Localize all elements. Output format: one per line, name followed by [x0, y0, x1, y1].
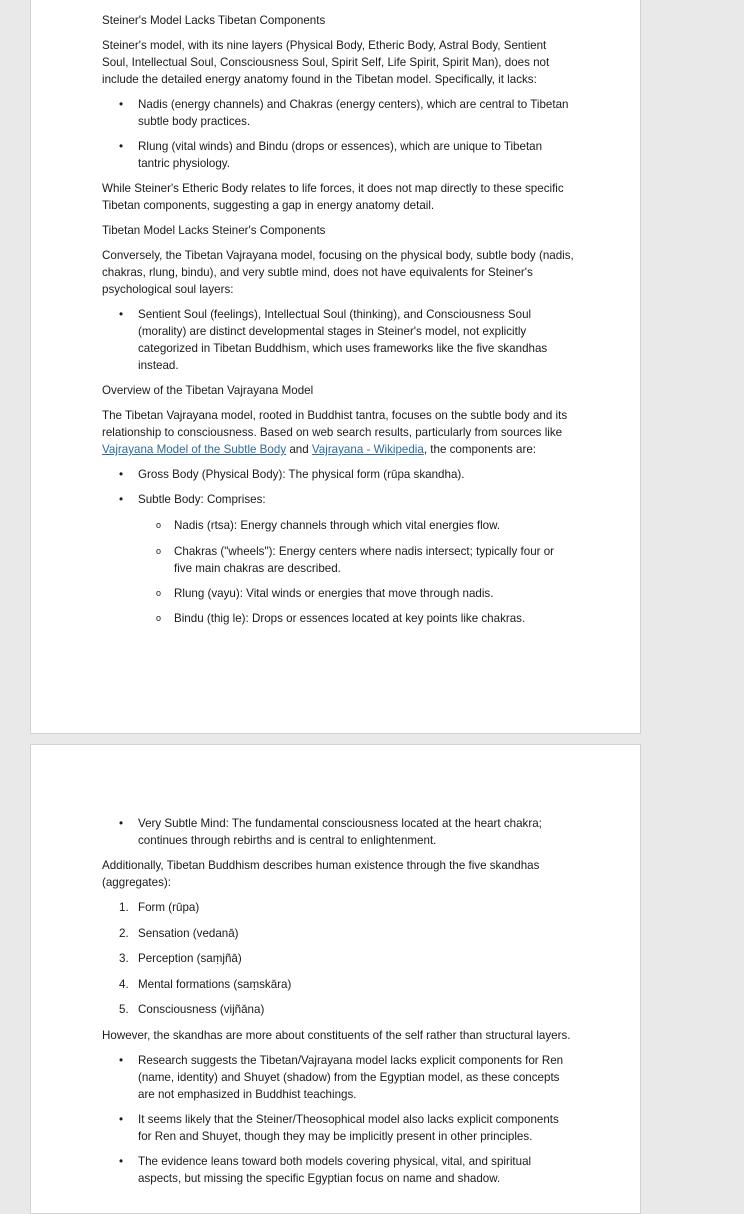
paragraph-vajrayana-overview: The Tibetan Vajrayana model, rooted in Buddhist tantra, focuses on the subtle body and its relationship to consciousness. Based on web search results, particularly from sources like Vajrayana Model of the Subtle Body and Vajrayana - Wikipedia, the components are: — [102, 409, 568, 456]
list-item: • Sentient Soul (feelings), Intellectual Soul (thinking), and Consciousness Soul (morality) are distinct developmental stages in Steiner's model, not explicitly categorized in Tibetan Buddhism, which uses frameworks like the five skandhas instead. — [119, 308, 548, 372]
paragraph-skandhas-note: However, the skandhas are more about constituents of the self rather than structural layers. — [102, 1028, 571, 1042]
list-number: 3. — [119, 952, 129, 965]
bullet-marker: • — [119, 493, 124, 506]
paragraph-five-skandhas: Additionally, Tibetan Buddhism describes human existence through the five skandhas (aggregates): — [102, 859, 540, 889]
bullet-list-very-subtle-mind — [102, 815, 574, 849]
sub-list-item: o Rlung (vayu): Vital winds or energies that move through nadis. — [156, 587, 494, 600]
bullet-marker: • — [119, 468, 124, 481]
list-item: • Gross Body (Physical Body): The physical form (rūpa skandha). — [119, 468, 465, 481]
sub-list-item: o Chakras ("wheels"): Energy centers where nadis intersect; typically four or five main chakras are described. — [156, 545, 555, 575]
numbered-list-skandhas — [102, 899, 574, 1018]
sub-list-item: o Nadis (rtsa): Energy channels through which vital energies flow. — [156, 519, 501, 532]
bullet-marker: • — [119, 308, 124, 321]
bullet-list-research-summary — [102, 1052, 574, 1187]
bullet-marker: • — [119, 1112, 124, 1126]
section-heading-steiner-lacks: Steiner's Model Lacks Tibetan Components — [102, 14, 326, 27]
numbered-item: 2. Sensation (vedanā) — [119, 926, 239, 940]
section-heading-tibetan-lacks: Tibetan Model Lacks Steiner's Components — [102, 224, 326, 237]
section-heading-tibetan-overview: Overview of the Tibetan Vajrayana Model — [102, 384, 314, 397]
list-number: 1. — [119, 901, 129, 914]
list-item: • It seems likely that the Steiner/Theosophical model also lacks explicit components for Ren and Shuyet, though they may be implicitly present in other principles. — [119, 1112, 559, 1143]
paragraph-tibetan-model: Conversely, the Tibetan Vajrayana model, focusing on the physical body, subtle body (nadis, chakras, rlung, bindu), and very subtle mind, does not have equivalents for Steiner's psychological soul layers: — [102, 249, 574, 296]
list-item: • Subtle Body: Comprises: — [119, 493, 266, 506]
numbered-item: 3. Perception (saṃjñā) — [119, 952, 242, 965]
bullet-marker: • — [119, 817, 124, 830]
list-number: 4. — [119, 977, 129, 991]
bullet-marker: • — [119, 1154, 124, 1168]
link-vajrayana-subtle-body[interactable]: Vajrayana Model of the Subtle Body — [102, 443, 287, 456]
list-number: 5. — [119, 1003, 129, 1016]
sub-bullet-marker: o — [156, 546, 162, 556]
link-vajrayana-wikipedia[interactable]: Vajrayana - Wikipedia — [311, 443, 424, 456]
list-item: • Very Subtle Mind: The fundamental consciousness located at the heart chakra; continues through rebirths and is central to enlightenment. — [119, 817, 542, 847]
numbered-item: 4. Mental formations (saṃskāra) — [119, 977, 292, 991]
page-1-content — [102, 12, 574, 627]
sub-bullet-marker: o — [156, 588, 162, 598]
bullet-list-components — [102, 466, 574, 627]
page-2-content — [102, 815, 574, 1187]
bullet-marker: • — [119, 1053, 124, 1067]
sub-bullet-marker: o — [156, 613, 162, 623]
numbered-item: 5. Consciousness (vijñāna) — [119, 1003, 265, 1016]
sub-bullet-marker: o — [156, 520, 162, 530]
bullet-marker: • — [119, 140, 124, 153]
bullet-list-steiner-lacks — [102, 96, 574, 172]
sub-list-item: o Bindu (thig le): Drops or essences located at key points like chakras. — [156, 612, 526, 625]
paragraph-etheric-body: While Steiner's Etheric Body relates to life forces, it does not map directly to these specific Tibetan components, suggesting a gap in energy anatomy detail. — [102, 182, 564, 212]
numbered-item: 1. Form (rūpa) — [119, 901, 200, 914]
list-item: • Nadis (energy channels) and Chakras (energy centers), which are central to Tibetan subtle body practices. — [119, 98, 569, 128]
list-item: • The evidence leans toward both models covering physical, vital, and spiritual aspects, but missing the specific Egyptian focus on name and shadow. — [119, 1154, 532, 1185]
document-page-2 — [30, 744, 641, 1214]
bullet-list-soul-layers — [102, 306, 574, 374]
list-item: • Research suggests the Tibetan/Vajrayana model lacks explicit components for Ren (name, identity) and Shuyet (shadow) from the Egyptian model, as these concepts are not emphasized in Buddhist teachings. — [119, 1053, 564, 1101]
list-item: • Rlung (vital winds) and Bindu (drops or essences), which are unique to Tibetan tantric physiology. — [119, 140, 543, 170]
document-page-1 — [30, 0, 641, 734]
bullet-marker: • — [119, 98, 124, 111]
paragraph-steiner-model: Steiner's model, with its nine layers (Physical Body, Etheric Body, Astral Body, Sentient Soul, Intellectual Soul, Consciousness Soul, Spirit Self, Life Spirit, Spirit Man), does not include the detailed energy anatomy found in the Tibetan model. Specifically, it lacks: — [102, 39, 550, 86]
list-number: 2. — [119, 926, 129, 940]
